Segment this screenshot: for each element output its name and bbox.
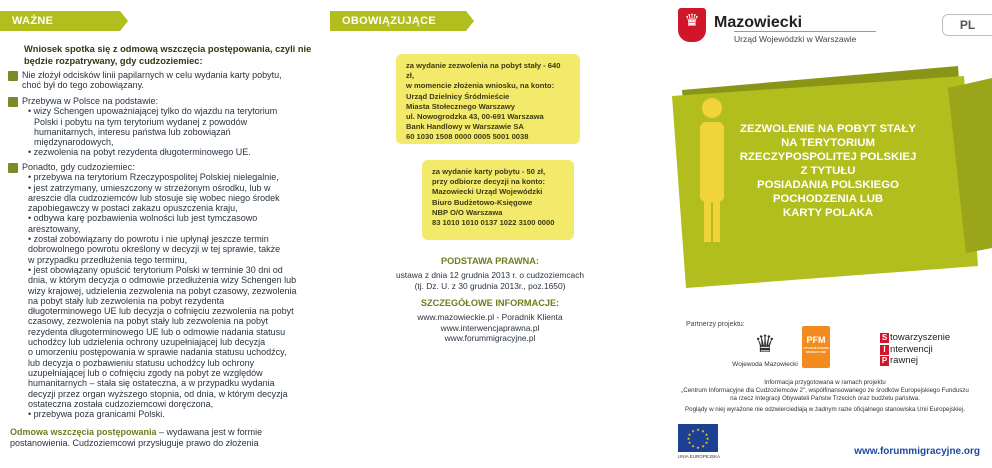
info-line: na rzecz Integracji Obywateli Państw Trzecich oraz budżetu państwa. bbox=[730, 395, 920, 402]
fee-line: Biuro Budżetowo-Księgowe bbox=[432, 197, 533, 207]
item-line: Nie złożył odcisków linii papilarnych w celu wydania karty pobytu, bbox=[22, 70, 282, 80]
fee-line: ul. Nowogrodzka 43, 00-691 Warszawa bbox=[406, 112, 544, 122]
item-line: • przebywa poza granicami Polski. bbox=[28, 409, 165, 420]
leaflet-title bbox=[728, 122, 928, 220]
svg-text:★: ★ bbox=[704, 432, 709, 437]
legal-basis-text bbox=[330, 270, 650, 291]
list-item bbox=[8, 70, 326, 91]
fee-line: 60 1030 1508 0000 0005 5001 0038 bbox=[406, 132, 529, 142]
fee-line: w momencie złożenia wniosku, na konto: bbox=[406, 81, 555, 91]
item-line: • wizy Schengen upoważniającej tylko do wjazdu na terytorium bbox=[28, 106, 278, 117]
item-line: o umorzeniu postępowania w sprawie nadania statusu uchodźcy, bbox=[28, 347, 287, 358]
refusal-text-line2: postanowienia. Cudzoziemcowi przysługuje prawo do złożenia bbox=[10, 437, 259, 448]
sip-word: towarzyszenie bbox=[890, 332, 951, 343]
svg-text:★: ★ bbox=[704, 440, 709, 445]
item-line: Ponadto, gdy cudzoziemiec: bbox=[22, 162, 135, 172]
info-line: „Centrum Informacyjne dla Cudzoziemców 2", współfinansowanego ze środków Europejskiego Funduszu bbox=[681, 387, 969, 394]
sip-letter: P bbox=[881, 356, 888, 365]
link-interwencjaprawna[interactable]: www.interwencjaprawna.pl bbox=[440, 322, 540, 333]
title-line: RZECZYPOSPOLITEJ POLSKIEJ bbox=[739, 151, 917, 163]
item-line: humanitarnych – stała się ostateczna, a w przypadku wydania bbox=[28, 378, 275, 389]
item-line: Polski i pobytu na tym terytorium wydanej z powodów bbox=[34, 116, 248, 127]
link-forummigracyjne[interactable]: www.forummigracyjne.pl bbox=[444, 333, 536, 343]
bullet-square-icon bbox=[8, 71, 18, 81]
refusal-paragraph bbox=[10, 427, 320, 448]
fees-banner: OBOWIĄZUJĄCE OPŁATY: bbox=[330, 11, 466, 31]
eagle-icon: ♛ bbox=[754, 331, 776, 358]
svg-text:★: ★ bbox=[696, 427, 700, 432]
refusal-term: Odmowa wszczęcia postępowania bbox=[10, 427, 157, 437]
item-line: uchodźcy lub udzielenia ochrony uzupełniającej lub decyzja bbox=[28, 337, 266, 348]
sip-word: rawnej bbox=[890, 355, 918, 366]
fee-line: 83 1010 1010 0137 1022 3100 0000 bbox=[432, 218, 555, 228]
item-line: choć był do tego zobowiązany. bbox=[22, 80, 144, 91]
language-tab: PL bbox=[942, 14, 992, 36]
item-line: humanitarnych, interesu państwa lub zobowiązań bbox=[34, 126, 231, 137]
partners-label: Partnerzy projektu: bbox=[686, 321, 745, 328]
fee-line: Bank Handlowy w Warszawie SA bbox=[406, 122, 524, 132]
item-line: aresztowany, bbox=[28, 223, 81, 234]
fee-line: NBP O/O Warszawa bbox=[432, 207, 503, 217]
item-line: • przebywa na terytorium Rzeczypospolitej Polskiej nielegalnie, bbox=[28, 172, 279, 183]
svg-text:★: ★ bbox=[691, 428, 695, 434]
fee-box-card bbox=[422, 160, 574, 240]
sip-letter: S bbox=[881, 333, 888, 342]
item-line: decyzji przez organ wyższego stopnia, od dnia, w którym decyzja bbox=[28, 388, 288, 399]
svg-text:★: ★ bbox=[687, 432, 692, 437]
bullet-square-icon bbox=[8, 97, 18, 107]
title-line: ZEZWOLENIE NA POBYT STAŁY bbox=[740, 123, 916, 135]
fee-line: za wydanie zezwolenia na pobyt stały - 640 zł, bbox=[406, 61, 561, 81]
title-line: KARTY POLAKA bbox=[782, 207, 874, 219]
details-heading: SZCZEGÓŁOWE INFORMACJE: bbox=[420, 298, 560, 308]
item-line: międzynarodowych, bbox=[34, 137, 114, 148]
fee-line: Urząd Dzielnicy Śródmieście bbox=[406, 91, 510, 101]
legal-line: (tj. Dz. U. z 30 grudnia 2013r., poz.1650) bbox=[414, 280, 566, 291]
item-line: na pobyt stały lub zezwolenia na pobyt rezydenta bbox=[28, 295, 225, 306]
eu-label: UNIA EUROPEJSKA bbox=[677, 454, 720, 459]
title-line: POCHODZENIA LUB bbox=[772, 193, 884, 205]
item-line: • zezwolenia na pobyt rezydenta długoterminowego UE. bbox=[28, 147, 251, 158]
item-line: uzupełniającej lub o cofnięciu zgody na pobyt ze względów bbox=[28, 367, 263, 378]
item-line: rezydenta długoterminowego UE lub o odmowie nadania statusu bbox=[28, 326, 286, 337]
svg-text:★: ★ bbox=[687, 440, 692, 445]
logo-subtitle: Urząd Wojewódzki w Warszawie bbox=[734, 34, 857, 44]
svg-text:★: ★ bbox=[686, 436, 691, 441]
eu-disclaimer: Poglądy w niej wyrażone nie odzwierciedlają w żadnym razie oficjalnego stanowiska Unii Europejskiej. bbox=[685, 406, 965, 413]
pfm-logo bbox=[802, 326, 830, 368]
website-link[interactable]: www.forummigracyjne.org bbox=[854, 446, 980, 457]
svg-text:★: ★ bbox=[701, 443, 705, 449]
lead-paragraph: Wniosek spotka się z odmową wszczęcia postępowania, czyli nie będzie rozpatrywany, gdy cudzoziemiec: bbox=[24, 44, 312, 66]
fee-line: za wydanie karty pobytu - 50 zł, bbox=[432, 167, 546, 176]
svg-text:★: ★ bbox=[701, 428, 705, 434]
item-line: • odbywa karę pozbawienia wolności lub jest tymczasowo bbox=[28, 213, 258, 224]
item-line: dnia, w którym decyzja o odmowie przedłużenia wizy Schengen lub bbox=[28, 275, 297, 286]
item-line: • został zobowiązany do powrotu i nie upłynął jeszcze termin bbox=[28, 234, 269, 245]
fee-line: Mazowiecki Urząd Wojewódzki bbox=[432, 187, 543, 197]
fee-line: Miasta Stołecznego Warszawy bbox=[406, 101, 516, 111]
list-item bbox=[8, 162, 326, 419]
item-line: wizy krajowej, udzielenia zezwolenia na pobyt czasowy, zezwolenia bbox=[28, 285, 297, 296]
details-links bbox=[330, 312, 650, 344]
logo-divider bbox=[734, 31, 876, 32]
important-info-column bbox=[0, 0, 330, 468]
item-line: w przypadku przedłużenia tego terminu, bbox=[28, 254, 188, 265]
pfm-logo-text: PFM bbox=[806, 335, 826, 345]
refusal-text: – wydawana jest w formie bbox=[156, 427, 263, 437]
item-line: zapobiegawczy w postaci zakazu opuszczenia kraju, bbox=[28, 203, 238, 214]
svg-text:★: ★ bbox=[691, 443, 695, 449]
item-line: długoterminowego UE lub decyzja o cofnięciu zezwolenia na pobyt bbox=[28, 306, 294, 317]
bullet-square-icon bbox=[8, 163, 18, 173]
item-line: areszcie dla cudzoziemców lub stosuje się wobec niego środek bbox=[28, 192, 280, 203]
fee-box-permit bbox=[396, 54, 580, 144]
item-line: dobrowolnego powrotu określony w decyzji w tej sprawie, także bbox=[28, 244, 281, 255]
fee-line: przy odbiorze decyzji na konto: bbox=[432, 177, 546, 187]
eu-flag-icon bbox=[678, 424, 718, 452]
svg-text:★: ★ bbox=[705, 436, 710, 441]
logo-title: Mazowiecki bbox=[714, 14, 803, 31]
title-line: POSIADANIA POLSKIEGO bbox=[757, 179, 899, 191]
pfm-logo-text: MIGRACYJNE bbox=[805, 350, 826, 354]
item-line: lub decyzja o pozbawieniu statusu uchodźcy lub ochrony bbox=[28, 357, 255, 368]
fees-column bbox=[330, 0, 650, 468]
pfm-logo-text: POLSKIE FORUM bbox=[803, 346, 829, 350]
eagle-emblem-icon bbox=[678, 8, 706, 42]
item-line: • jest obowiązany opuścić terytorium Polski w terminie 30 dni od bbox=[28, 264, 283, 275]
legal-basis-heading: PODSTAWA PRAWNA: bbox=[441, 256, 539, 266]
legal-line: ustawa z dnia 12 grudnia 2013 r. o cudzoziemcach bbox=[395, 270, 585, 280]
title-line: Z TYTUŁU bbox=[800, 165, 856, 177]
title-line: NA TERYTORIUM bbox=[781, 137, 875, 149]
item-line: Przebywa w Polsce na podstawie: bbox=[22, 96, 159, 106]
sip-word: nterwencji bbox=[890, 343, 933, 355]
project-info bbox=[658, 379, 992, 403]
item-line: czasowy, zezwolenia na pobyt stały lub zezwolenia na pobyt bbox=[28, 316, 268, 327]
link-mazowieckie[interactable]: www.mazowieckie.pl - Poradnik Klienta bbox=[417, 312, 563, 322]
important-info-banner: WAŻNE INFORMACJE: bbox=[0, 11, 120, 31]
info-line: Informacja przygotowana w ramach projektu bbox=[764, 379, 886, 386]
svg-text:★: ★ bbox=[696, 445, 700, 450]
sip-letter: I bbox=[880, 345, 889, 355]
sip-logo bbox=[880, 332, 950, 367]
voivode-label: Wojewoda Mazowiecki bbox=[732, 361, 798, 368]
list-item bbox=[8, 96, 326, 158]
cover-column bbox=[658, 0, 992, 468]
item-line: • jest zatrzymany, umieszczony w strzeżonym ośrodku, lub w bbox=[28, 182, 271, 193]
item-line: ostateczna została cudzoziemcowi doręczona, bbox=[28, 398, 214, 409]
